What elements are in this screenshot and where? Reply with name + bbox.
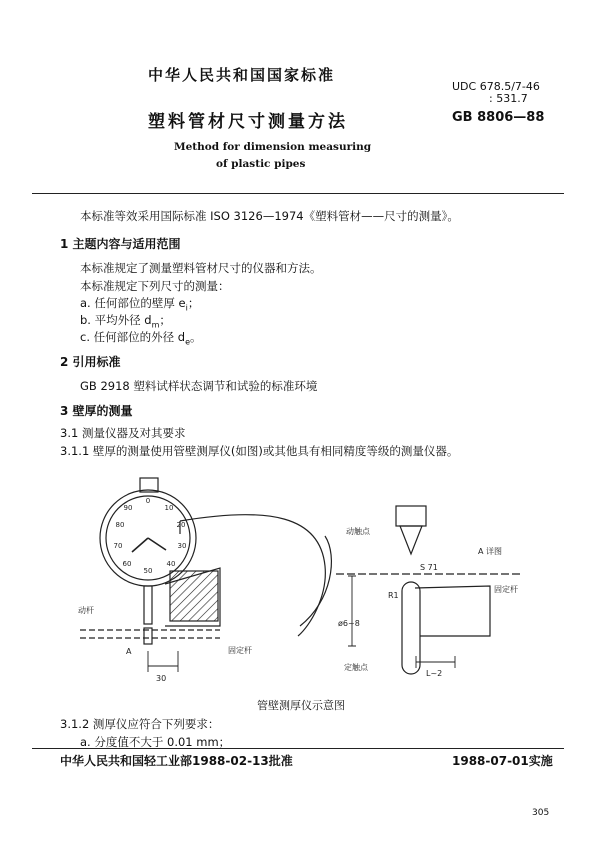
- approval-line: 中华人民共和国轻工业部1988-02-13批准: [60, 754, 293, 768]
- detail-moving-head: [396, 506, 426, 526]
- dial-needle: [132, 538, 166, 552]
- header-rule: [32, 193, 564, 194]
- label-diameter: ø6~8: [338, 619, 360, 628]
- moving-rod: [144, 586, 152, 624]
- clause-3-1-2: 3.1.2 测厚仪应符合下列要求：: [60, 717, 220, 731]
- thickness-gauge-figure: [70, 476, 540, 686]
- label-moving-point: 动触点: [346, 527, 370, 536]
- label-A-detail: A 详图: [478, 547, 503, 556]
- clause-3-1-2-a: a. 分度值不大于 0.01 mm；: [80, 735, 231, 749]
- section-1-p2: 本标准规定下列尺寸的测量：: [80, 279, 230, 293]
- dial-tick-20: 20: [176, 521, 186, 529]
- dial-tick-80: 80: [115, 521, 125, 529]
- list-item-b: b. 平均外径 $d_m$；: [80, 313, 171, 330]
- dial-tick-0: 0: [145, 497, 151, 505]
- dial-tick-70: 70: [113, 542, 123, 550]
- intro-paragraph: 本标准等效采用国际标准 ISO 3126—1974《塑料管材——尺寸的测量》。: [80, 209, 459, 223]
- label-L2: L~2: [426, 669, 443, 678]
- figure-caption: 管壁测厚仪示意图: [257, 699, 345, 712]
- label-R1: R1: [388, 591, 399, 600]
- label-moving-rod: 动杆: [78, 606, 94, 615]
- list-item-c: c. 任何部位的外径 $d_e$。: [80, 330, 202, 347]
- detail-fixed-point: [402, 582, 420, 674]
- dial-tick-40: 40: [166, 560, 176, 568]
- udc-code: UDC 678.5/7-46: [452, 80, 540, 93]
- document-title: 塑料管材尺寸测量方法: [148, 112, 348, 132]
- list-item-a: a. 任何部位的壁厚 $e_i$；: [80, 296, 200, 313]
- section-3-heading: 3 壁厚的测量: [60, 404, 133, 418]
- english-title-line2: of plastic pipes: [216, 158, 306, 170]
- section-2-heading: 2 引用标准: [60, 355, 121, 369]
- dial-tick-50: 50: [143, 567, 153, 575]
- section-1-p1: 本标准规定了测量塑料管材尺寸的仪器和方法。: [80, 261, 322, 275]
- dial-tick-10: 10: [164, 504, 174, 512]
- dial-tick-90: 90: [123, 504, 133, 512]
- label-S1: S 71: [420, 563, 438, 572]
- frame-grip: [170, 571, 218, 621]
- label-fixed-point: 定触点: [344, 663, 368, 672]
- detail-moving-point: [400, 526, 422, 554]
- clause-3-1: 3.1 测量仪器及对其要求: [60, 426, 186, 440]
- clause-3-1-1: 3.1.1 壁厚的测量使用管壁测厚仪(如图)或其他具有相同精度等级的测量仪器。: [60, 444, 459, 458]
- english-title-line1: Method for dimension measuring: [174, 141, 372, 153]
- dim-30: 30: [156, 674, 167, 683]
- label-fixed-rod-2: 固定杆: [494, 585, 518, 594]
- page-number: 305: [532, 808, 550, 818]
- footer-rule: [32, 748, 564, 749]
- label-fixed-rod: 固定杆: [228, 646, 252, 655]
- dial-tick-60: 60: [122, 560, 132, 568]
- standard-number: GB 8806—88: [452, 110, 545, 125]
- dial-tick-30: 30: [177, 542, 187, 550]
- section-2-p1: GB 2918 塑料试样状态调节和试验的标准环境: [80, 379, 318, 393]
- issuer-title: 中华人民共和国国家标准: [148, 66, 336, 84]
- udc-code-line2: : 531.7: [489, 92, 528, 105]
- effective-date: 1988-07-01实施: [452, 754, 553, 768]
- section-1-heading: 1 主题内容与适用范围: [60, 237, 181, 251]
- label-A: A: [126, 647, 132, 656]
